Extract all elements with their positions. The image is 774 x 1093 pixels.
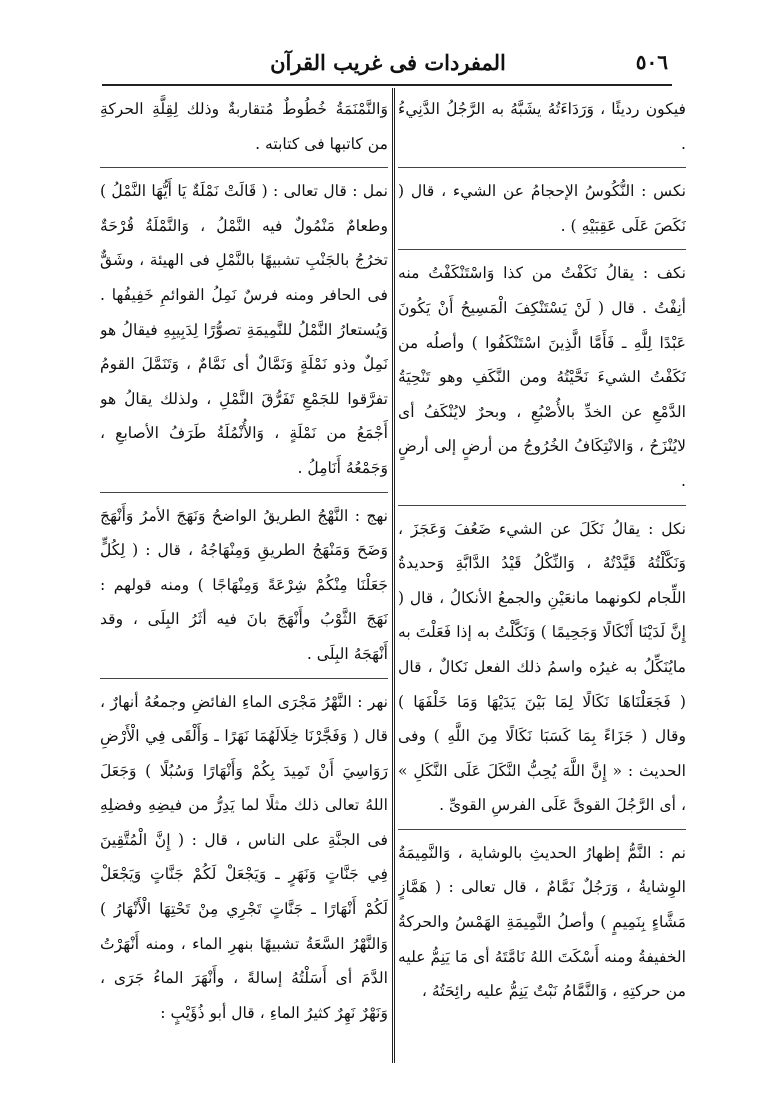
entry-naml: نمل : قال تعالى : ( قَالَتْ نَمْلَةٌ يَا أَيُّهَا النَّمْلُ ) وطعامٌ مَنْمُولٌ فيه النَّمْلُ ، وَالنَّمْلَةُ قُرْحَةٌ تخرُجُ بالجَنْبِ تشبيهًا بالنَّمْلِ فى الهيئة ، وشَقٌّ فى الحافر ومنه فرسٌ نَمِلُ القوائمِ خَفِيفُها . وَيُستعارُ النَّمْلُ للنَّمِيمَةِ تصوُّرًا لِدَبِيبِهِ فيقالُ هو نَمِلٌ وذو نَمْلَةٍ وَنَمَّالٌ أى نَمَّامٌ ، وَتَنَمَّلَ القومُ تفرَّقوا للجَمْعِ تَفَرُّقَ النَّمْلِ ، ولذلك يقالُ هو أَجْمَعُ من نَمْلَةٍ ، وَالأُنْمُلَةُ طَرَفُ الأصابعِ ، وَجَمْعُهُ أَنَامِلُ . bbox=[100, 182, 388, 477]
entry-nakaf: نكف : يقالُ نَكَفْتُ من كذا وَاسْتَنْكَفْتُ منه أنِفْتُ . قال ( لَنْ يَسْتَنْكِفَ الْمَسِيحُ أَنْ يَكُونَ عَبْدًا لِلَّهِ ـ فَأَمَّا الَّذِينَ اسْتَنْكَفُوا ) وأصلُه من نَكَفْتُ الشيءَ نَحَّيْتُهُ ومن النَّكَفِ وهو تَنْحِيَةُ الدَّمْعِ عن الخدِّ بالأُصْبُعِ ، وبحرٌ لايُنْكَفُ أى لايُنْزَحُ ، وَالانْتِكَافُ الخُرُوجُ من أرضٍ إلى أرضٍ . bbox=[398, 264, 686, 490]
entry-namnama: وَالنَّمْنَمَةُ خُطُوطٌ مُتقاربةٌ وذلك لِقِلَّةِ الحركةِ من كاتبها فى كتابته . bbox=[100, 100, 388, 153]
entry-separator bbox=[398, 249, 686, 250]
entry-separator bbox=[100, 167, 388, 168]
entry-namm: نم : النَّمُّ إظهارُ الحديثِ بالوشاية ، وَالنَّمِيمَةُ الوِشايةُ ، وَرَجُلٌ نَمَّامٌ ، قال تعالى : ( هَمَّازٍ مَشَّاءٍ بِنَمِيمٍ ) وأصلُ النَّمِيمَةِ الهَمْسُ والحركةُ الخفيفةُ ومنه أَسْكَتَ اللهُ نَامَّتَهُ أى مَا يَنِمُّ عليه من حركتِهِ ، وَالنَّمَّامُ نَبْتٌ يَنِمُّ عليه رائِحَتُهُ ، bbox=[398, 843, 686, 1001]
entry-separator bbox=[100, 678, 388, 679]
page-header bbox=[108, 44, 668, 82]
entry-nakas: نكس : النُّكُوسُ الإحجامُ عن الشيء ، قال ( نَكَصَ عَلَى عَقِبَيْهِ ) . bbox=[398, 182, 686, 235]
entry-radi: فيكون رديئًا ، وَرَدَاءَتُهُ يشَبَّهُ به الرَّجُلُ الدَّنِيءُ . bbox=[398, 100, 686, 153]
entry-separator bbox=[398, 505, 686, 506]
header-rule bbox=[102, 84, 672, 86]
page-number: ٥٠٦ bbox=[635, 50, 668, 74]
entry-separator bbox=[398, 167, 686, 168]
entry-separator bbox=[100, 492, 388, 493]
entry-nakal: نكل : يقالُ نَكَلَ عن الشيء ضَعُفَ وَعَجَزَ ، وَنَكَّلْتُهُ قَيَّدْتُهُ ، وَالنِّكْلُ قَيْدُ الدَّابَّةِ وَحديدةُ اللِّجام لكونهما مانعَيْنِ والجمعُ الأنكالُ ، قال ( إِنَّ لَدَيْنَا أَنْكَالًا وَجَحِيمًا ) وَنَكَّلْتُ به إذا فَعَلْتَ به مايُنَكِّلُ به غيرُه واسمُ ذلك الفعل نَكالٌ ، قال ( فَجَعَلْنَاهَا نَكَالًا لِمَا بَيْنَ يَدَيْهَا وَمَا خَلْفَهَا ) وقال ( جَزَاءً بِمَا كَسَبَا نَكَالًا مِنَ اللَّهِ ) وفى الحديث : « إِنَّ اللَّهَ يُحِبُّ النَّكَلَ عَلَى النَّكَلِ » ، أى الرَّجُلَ القوىَّ عَلَى الفرسِ القوىِّ . bbox=[398, 519, 686, 815]
column-divider bbox=[392, 88, 395, 1063]
left-column bbox=[100, 92, 388, 1052]
entry-separator bbox=[398, 829, 686, 830]
entry-nahj: نهج : النَّهْجُ الطريقُ الواضحُ وَنَهَجَ الأمرُ وَأَنْهَجَ وَضَحَ وَمَنْهَجُ الطريقِ وَمِنْهَاجُهُ ، قال : ( لِكُلٍّ جَعَلْنَا مِنْكُمْ شِرْعَةً وَمِنْهَاجًا ) ومنه قولهم : نَهَجَ الثَّوْبُ وأَنْهَجَ بانَ فيه أثَرُ البِلَى ، وقد أَنْهَجَهُ البِلَى . bbox=[100, 506, 388, 663]
entry-nahr: نهر : النَّهْرُ مَجْرَى الماءِ الفائضِ وجمعُهُ أنهارٌ ، قال ( وَفَجَّرْنَا خِلَالَهُمَا نَهَرًا ـ وَأَلْقَى فِي الْأَرْضِ رَوَاسِيَ أَنْ تَمِيدَ بِكُمْ وَأَنْهَارًا وَسُبُلًا ) وَجَعَلَ اللهُ تعالى ذلك مثلًا لما يَدِرُّ من فيضِهِ وفضلِهِ فى الجنَّةِ على الناس ، قال : ( إِنَّ الْمُتَّقِينَ فِي جَنَّاتٍ وَنَهَرٍ ـ وَيَجْعَلْ لَكُمْ جَنَّاتٍ وَيَجْعَلْ لَكُمْ أَنْهَارًا ـ جَنَّاتٍ تَجْرِي مِنْ تَحْتِهَا الْأَنْهَارُ ) وَالنَّهْرُ السَّعَةُ تشبيهًا بنهرِ الماء ، ومنه أَنْهَرْتُ الدَّمَ أى أَسَلْتُهُ إسالةً ، وأَنْهَرَ الماءُ جَرَى ، وَنَهْرٌ نَهِرٌ كثيرُ الماءِ ، قال أبو ذُؤَيْبٍ : bbox=[100, 692, 388, 1022]
right-column bbox=[398, 92, 686, 1052]
running-title: المفردات فى غريب القرآن bbox=[270, 50, 506, 75]
